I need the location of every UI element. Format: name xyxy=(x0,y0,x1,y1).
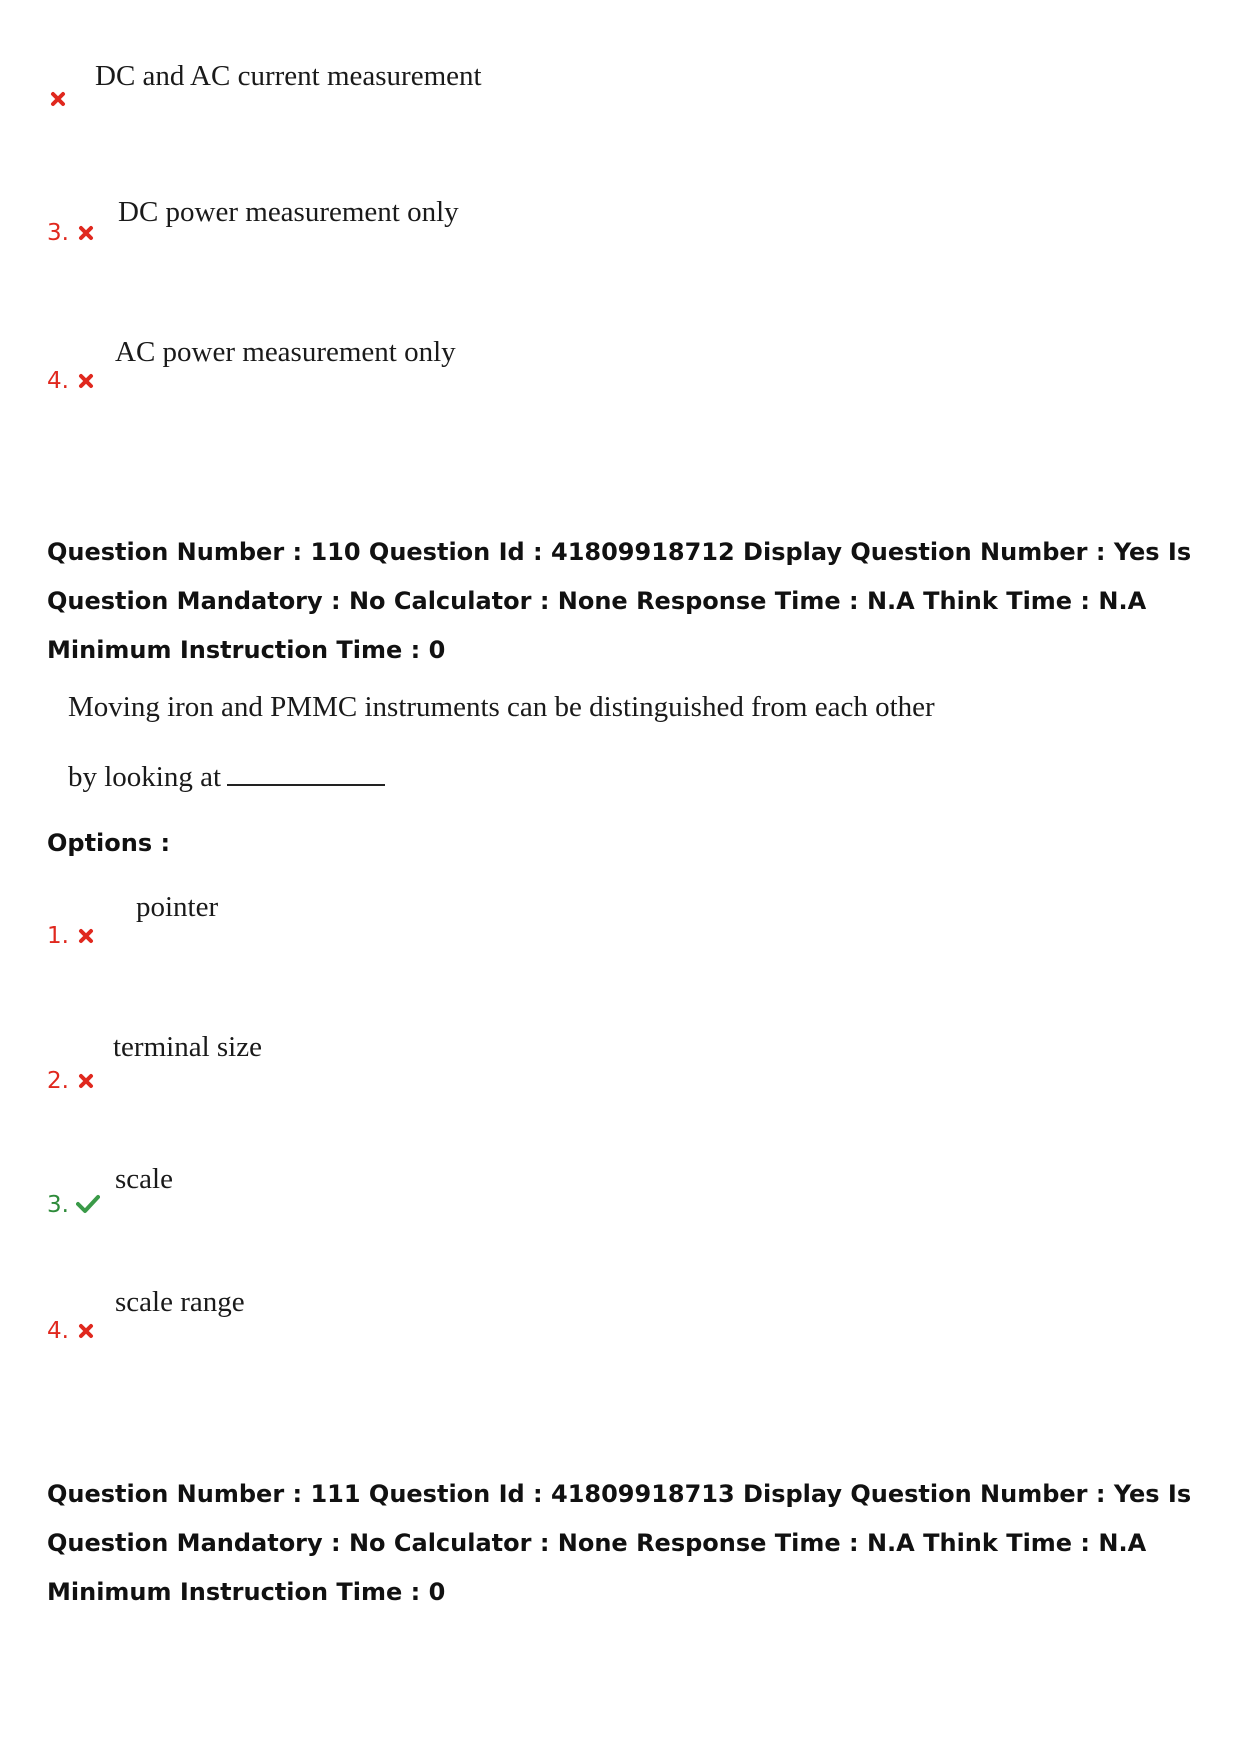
cross-icon xyxy=(78,373,94,389)
answer-blank xyxy=(227,760,385,786)
question-text-line2 xyxy=(68,760,385,794)
question-text-line1: Moving iron and PMMC instruments can be distinguished from each other xyxy=(68,691,935,723)
options-label: Options : xyxy=(47,829,171,857)
cross-icon xyxy=(78,1073,94,1089)
option-text: DC and AC current measurement xyxy=(95,60,482,92)
option-text: scale xyxy=(115,1163,173,1195)
question-meta: Question Number : 110 Question Id : 41809918712 Display Question Number : Yes Is Question Mandatory : No Calculator : None Response Time : N.A Think Time : N.A Minimum Instruction Time : 0 xyxy=(47,538,1192,664)
question-text: by looking at xyxy=(68,761,222,793)
option-text: pointer xyxy=(136,891,219,923)
option-text: terminal size xyxy=(113,1031,262,1063)
option-text: scale range xyxy=(115,1286,245,1318)
option-number: 2. xyxy=(47,1068,69,1094)
option-number: 4. xyxy=(47,368,69,394)
cross-icon xyxy=(78,1323,94,1339)
check-icon xyxy=(76,1194,100,1214)
cross-icon xyxy=(78,225,94,241)
cross-icon xyxy=(78,928,94,944)
cross-icon xyxy=(50,91,66,107)
option-text: AC power measurement only xyxy=(115,336,456,368)
option-number: 3. xyxy=(47,220,69,246)
option-text: DC power measurement only xyxy=(118,196,459,228)
option-number: 4. xyxy=(47,1318,69,1344)
option-number: 3. xyxy=(47,1192,69,1218)
option-number: 1. xyxy=(47,923,69,949)
question-meta: Question Number : 111 Question Id : 41809918713 Display Question Number : Yes Is Question Mandatory : No Calculator : None Response Time : N.A Think Time : N.A Minimum Instruction Time : 0 xyxy=(47,1480,1192,1606)
